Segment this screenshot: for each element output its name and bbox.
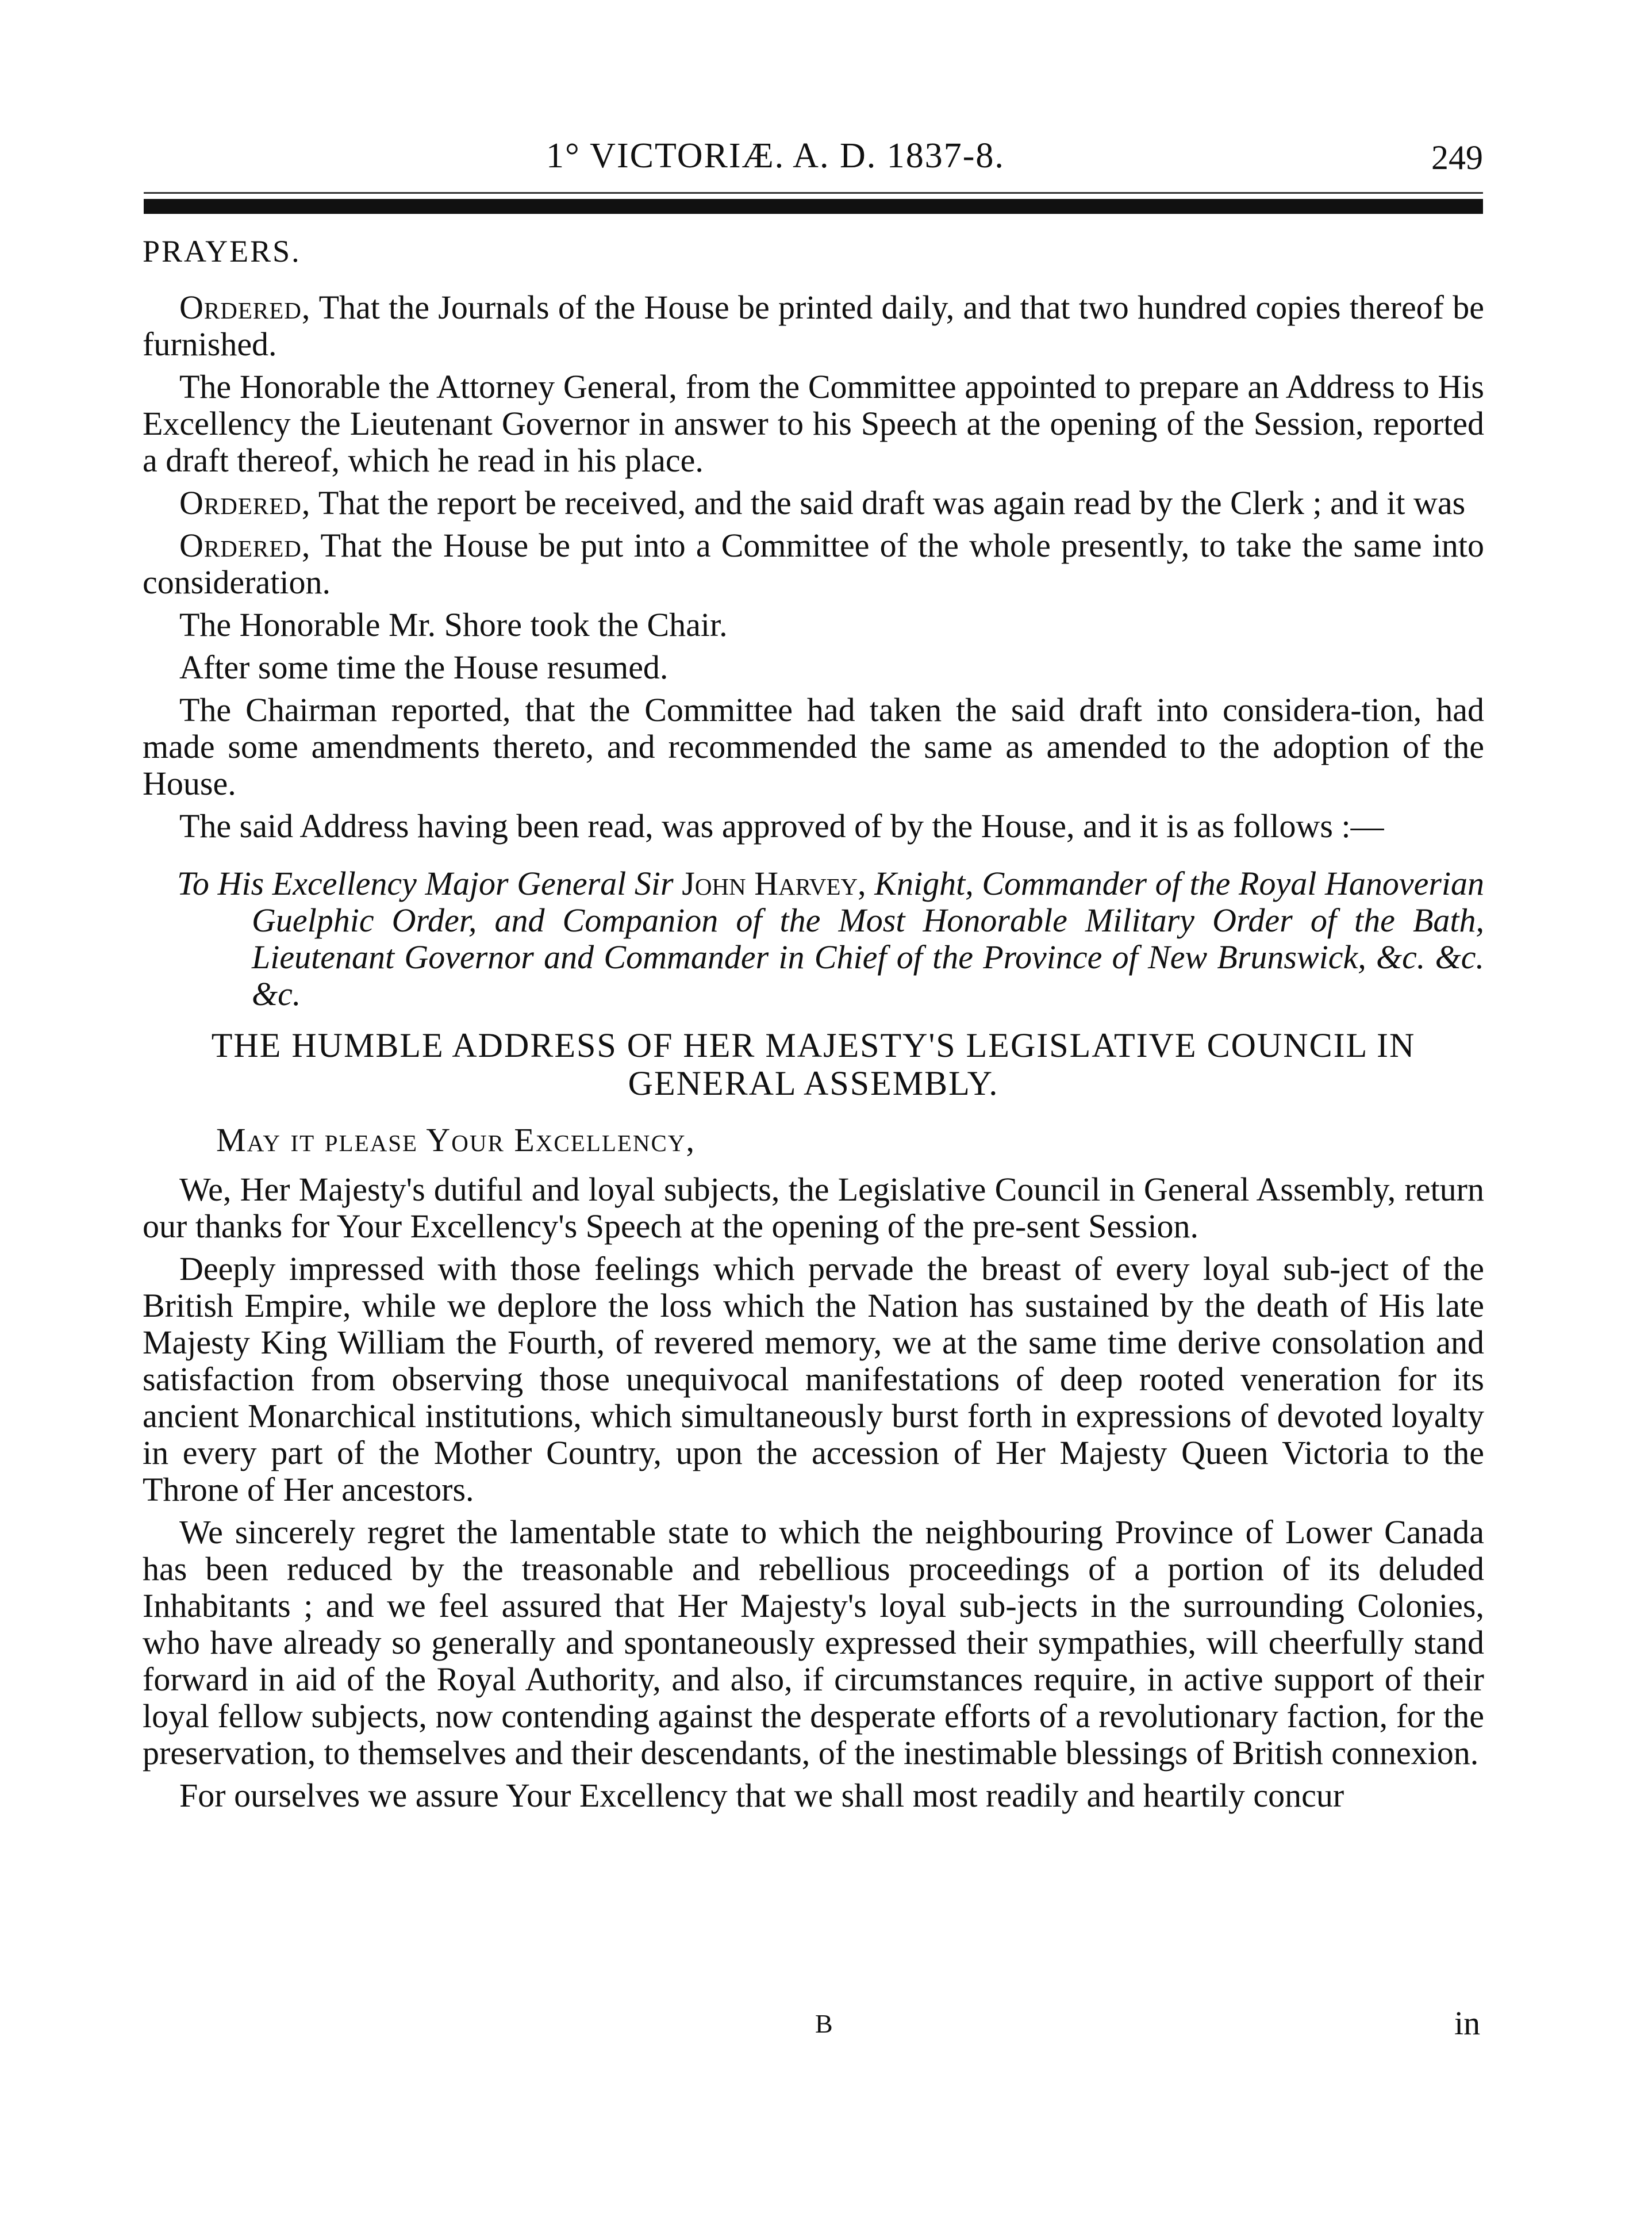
paragraph-ordered-journals	[143, 289, 1484, 363]
page-number: 249	[1431, 139, 1483, 177]
ordered-label: Ordered,	[179, 484, 311, 522]
paragraph-chairman-reported: The Chairman reported, that the Committee had taken the said draft into considera-tion, had made some amendments thereto, and recommended the same as amended to the adoption of the House.	[143, 691, 1484, 802]
address-title: THE HUMBLE ADDRESS OF HER MAJESTY'S LEGISLATIVE COUNCIL IN GENERAL ASSEMBLY.	[211, 1026, 1416, 1102]
paragraph-text: That the Journals of the House be printed daily, and that two hundred copies thereof be furnished.	[143, 289, 1485, 363]
catchword: in	[1454, 2004, 1481, 2042]
header-rule	[144, 199, 1483, 214]
paragraph-house-resumed: After some time the House resumed.	[179, 649, 669, 686]
running-title: 1° VICTORIÆ. A. D. 1837-8.	[546, 136, 1005, 175]
paragraph-for-ourselves: For ourselves we assure Your Excellency that we shall most readily and heartily concur	[179, 1777, 1344, 1814]
addressee-titles: Knight, Commander of the Royal Hanoverian Guelphic Order, and Companion of the Most Honorable Military Order of the Bath, Lieutenant Governor and Commander in Chief of the Province of New Brunswick, &c. &c. &c.	[252, 865, 1485, 1013]
addressee-prefix: To His Excellency Major General Sir	[177, 865, 674, 902]
prayers-heading: PRAYERS.	[143, 234, 301, 269]
addressee-block	[143, 865, 1484, 1013]
paragraph-text: That the report be received, and the said draft was again read by the Clerk ; and it was	[318, 484, 1466, 522]
paragraph-thanks: We, Her Majesty's dutiful and loyal subjects, the Legislative Council in General Assembly, return our thanks for Your Excellency's Speech at the opening of the pre-sent Session.	[143, 1171, 1484, 1245]
ordered-label: Ordered,	[179, 527, 311, 564]
paragraph-deeply-impressed: Deeply impressed with those feelings which pervade the breast of every loyal sub-ject of the British Empire, while we deplore the loss which the Nation has sustained by the death of His late Majesty King William the Fourth, of revered memory, we at the same time derive consolation and satisfaction from observing those unequivocal manifestations of deep rooted veneration for its ancient Monarchical institutions, which simultaneously burst forth in expressions of devoted loyalty in every part of the Mother Country, upon the accession of Her Majesty Queen Victoria to the Throne of Her ancestors.	[143, 1250, 1484, 1508]
paragraph-text: That the House be put into a Committee of the whole presently, to take the same into consideration.	[143, 527, 1485, 601]
page-body	[143, 233, 1484, 1820]
paragraph-lower-canada: We sincerely regret the lamentable state to which the neighbouring Province of Lower Canada has been reduced by the treasonable and rebellious proceedings of a portion of its deluded Inhabitants ; and we feel assured that Her Majesty's loyal sub-jects in the surrounding Colonies, who have already so generally and spontaneously expressed their sympathies, will cheerfully stand forward in aid of the Royal Authority, and also, if circumstances require, in active support of their loyal fellow subjects, now contending against the desperate efforts of a revolutionary faction, for the preservation, to themselves and their descendants, of the inestimable blessings of British connexion.	[143, 1513, 1484, 1772]
paragraph-chair: The Honorable Mr. Shore took the Chair.	[179, 606, 728, 643]
page-header	[144, 132, 1483, 184]
paragraph-ordered-committee	[143, 527, 1484, 601]
paragraph-ordered-report	[143, 485, 1484, 522]
ordered-label: Ordered,	[179, 289, 311, 326]
addressee-name: John Harvey,	[682, 865, 866, 902]
signature-mark: B	[815, 2009, 833, 2038]
paragraph-address-approved: The said Address having been read, was approved of by the House, and it is as follows :—	[179, 807, 1384, 845]
salutation: May it please Your Excellency,	[216, 1121, 696, 1159]
paragraph-attorney-general: The Honorable the Attorney General, from the Committee appointed to prepare an Address to His Excellency the Lieutenant Governor in answer to his Speech at the opening of the Session, reported a draft thereof, which he read in his place.	[143, 368, 1484, 479]
